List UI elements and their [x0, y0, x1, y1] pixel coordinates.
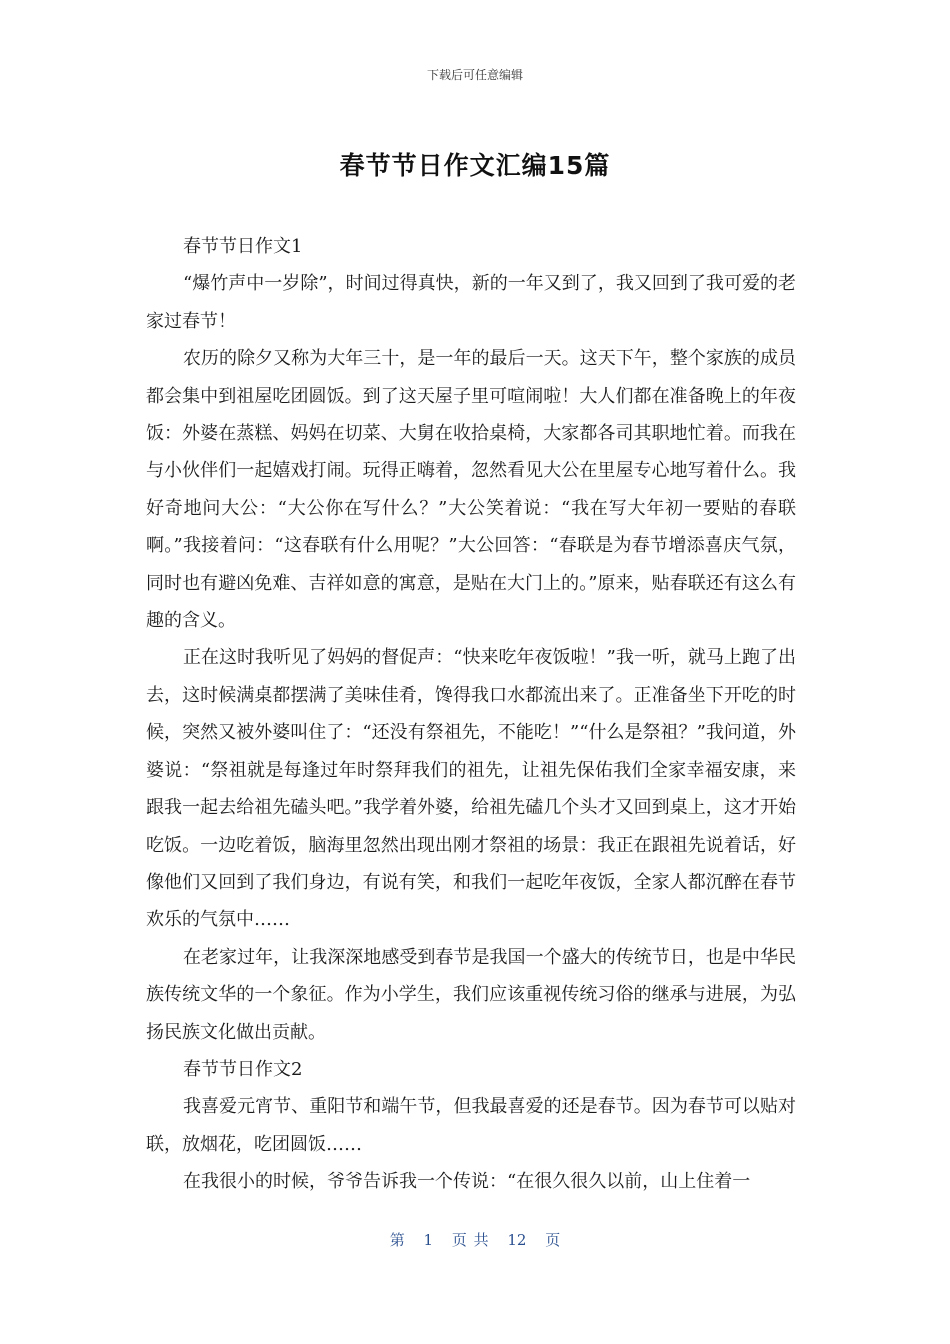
paragraph: “爆竹声中一岁除”，时间过得真快，新的一年又到了，我又回到了我可爱的老家过春节！ [146, 273, 796, 332]
document-body [146, 228, 796, 1201]
paragraph: 在老家过年，让我深深地感受到春节是我国一个盛大的传统节日，也是中华民族传统文华的一个象征。作为小学生，我们应该重视传统习俗的继承与进展，为弘扬民族文化做出贡献。 [146, 946, 796, 1043]
page-footer [0, 1229, 950, 1250]
paragraph: 我喜爱元宵节、重阳节和端午节，但我最喜爱的还是春节。因为春节可以贴对联，放烟花，吃团圆饭…… [146, 1096, 796, 1155]
footer-suffix: 页 [545, 1231, 561, 1249]
paragraph: 正在这时我听见了妈妈的督促声：“快来吃年夜饭啦！”我一听，就马上跑了出去，这时候满桌都摆满了美味佳肴，馋得我口水都流出来了。正准备坐下开吃的时候，突然又被外婆叫住了：“还没有祭祖先，不能吃！”“什么是祭祖？”我问道，外婆说：“祭祖就是每逢过年时祭拜我们的祖先，让祖先保佑我们全家幸福安康，来跟我一起去给祖先磕头吧。”我学着外婆，给祖先磕几个头才又回到桌上，这才开始吃饭。一边吃着饭，脑海里忽然出现出刚才祭祖的场景：我正在跟祖先说着话，好像他们又回到了我们身边，有说有笑，和我们一起吃年夜饭，全家人都沉醉在春节欢乐的气氛中…… [146, 647, 796, 931]
page-title: 春节节日作文汇编15篇 [339, 151, 611, 180]
footer-prefix: 第 [389, 1231, 405, 1249]
footer-middle: 页 共 [451, 1231, 489, 1249]
footer-total-pages: 12 [507, 1231, 527, 1249]
footer-page-number: 1 [423, 1231, 434, 1249]
paragraph: 在我很小的时候，爷爷告诉我一个传说：“在很久很久以前，山上住着一 [183, 1171, 751, 1193]
paragraph: 农历的除夕又称为大年三十，是一年的最后一天。这天下午，整个家族的成员都会集中到祖屋吃团圆饭。到了这天屋子里可喧闹啦！大人们都在准备晚上的年夜饭：外婆在蒸糕、妈妈在切菜、大舅在收拾桌椅，大家都各司其职地忙着。而我在与小伙伴们一起嬉戏打闹。玩得正嗨着，忽然看见大公在里屋专心地写着什么。我好奇地问大公：“大公你在写什么？”大公笑着说：“我在写大年初一要贴的春联啊。”我接着问：“这春联有什么用呢？”大公回答：“春联是为春节增添喜庆气氛，同时也有避凶免难、吉祥如意的寓意，是贴在大门上的。”原来，贴春联还有这么有趣的含义。 [146, 348, 796, 632]
section-heading-1: 春节节日作文1 [183, 236, 303, 257]
header-note: 下载后可任意编辑 [426, 68, 523, 82]
section-heading-2: 春节节日作文2 [183, 1058, 303, 1080]
